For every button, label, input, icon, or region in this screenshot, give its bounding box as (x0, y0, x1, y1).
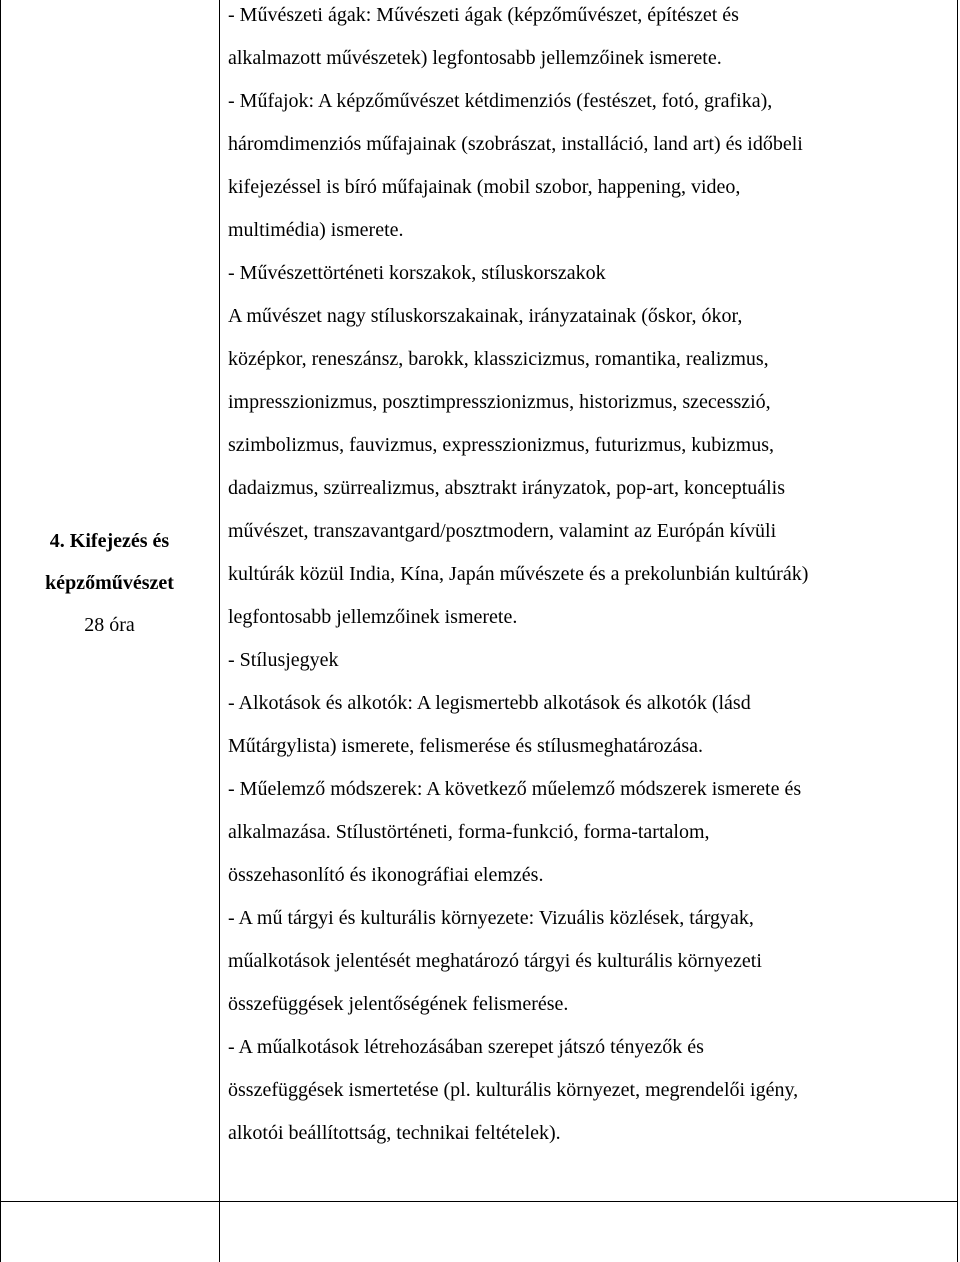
content-line: műalkotások jelentését meghatározó tárgyi és kulturális környezeti (228, 950, 762, 972)
subject-cell (0, 520, 219, 646)
content-line: dadaizmus, szürrealizmus, absztrakt irányzatok, pop-art, konceptuális (228, 477, 786, 499)
content-line: A művészet nagy stíluskorszakainak, irányzatainak (őskor, ókor, (228, 305, 743, 327)
content-line: háromdimenziós műfajainak (szobrászat, installáció, land art) és időbeli (228, 133, 803, 155)
table-column-divider (219, 0, 220, 1262)
content-line: szimbolizmus, fauvizmus, expresszionizmus, futurizmus, kubizmus, (228, 434, 775, 456)
subject-title-line2: képzőművészet (45, 572, 174, 594)
content-line: legfontosabb jellemzőinek ismerete. (228, 606, 518, 628)
content-line: - A műalkotások létrehozásában szerepet játszó tényezők és (228, 1036, 704, 1058)
content-cell (228, 0, 958, 1155)
content-line: kultúrák közül India, Kína, Japán művészete és a prekolunbián kultúrák) (228, 563, 809, 585)
content-line: összefüggések jelentőségének felismerése. (228, 993, 569, 1015)
content-line: összehasonlító és ikonográfiai elemzés. (228, 864, 544, 886)
content-line: összefüggések ismertetése (pl. kulturális környezet, megrendelői igény, (228, 1079, 799, 1101)
content-line: multimédia) ismerete. (228, 219, 404, 241)
content-line: - Stílusjegyek (228, 649, 339, 671)
content-line: művészet, transzavantgard/posztmodern, valamint az Európán kívüli (228, 520, 777, 542)
subject-title-line1: 4. Kifejezés és (49, 530, 170, 552)
table-row-divider (0, 1201, 958, 1202)
subject-hours: 28 óra (84, 614, 135, 636)
content-line: - Alkotások és alkotók: A legismertebb alkotások és alkotók (lásd (228, 692, 751, 714)
content-line: - Műelemző módszerek: A következő műelemző módszerek ismerete és (228, 778, 802, 800)
content-line: alkotói beállítottság, technikai feltételek). (228, 1122, 561, 1144)
content-line: Műtárgylista) ismerete, felismerése és stílusmeghatározása. (228, 735, 704, 757)
content-line: kifejezéssel is bíró műfajainak (mobil szobor, happening, video, (228, 176, 741, 198)
content-line: - Művészeti ágak: Művészeti ágak (képzőművészet, építészet és (228, 4, 739, 26)
content-line: középkor, reneszánsz, barokk, klasszicizmus, romantika, realizmus, (228, 348, 769, 370)
content-line: alkalmazása. Stílustörténeti, forma-funkció, forma-tartalom, (228, 821, 710, 843)
content-line: - Műfajok: A képzőművészet kétdimenziós (festészet, fotó, grafika), (228, 90, 773, 112)
content-line: - A mű tárgyi és kulturális környezete: Vizuális közlések, tárgyak, (228, 907, 754, 929)
content-line: impresszionizmus, posztimpresszionizmus, historizmus, szecesszió, (228, 391, 771, 413)
content-line: alkalmazott művészetek) legfontosabb jellemzőinek ismerete. (228, 47, 722, 69)
content-line: - Művészettörténeti korszakok, stíluskorszakok (228, 262, 606, 284)
